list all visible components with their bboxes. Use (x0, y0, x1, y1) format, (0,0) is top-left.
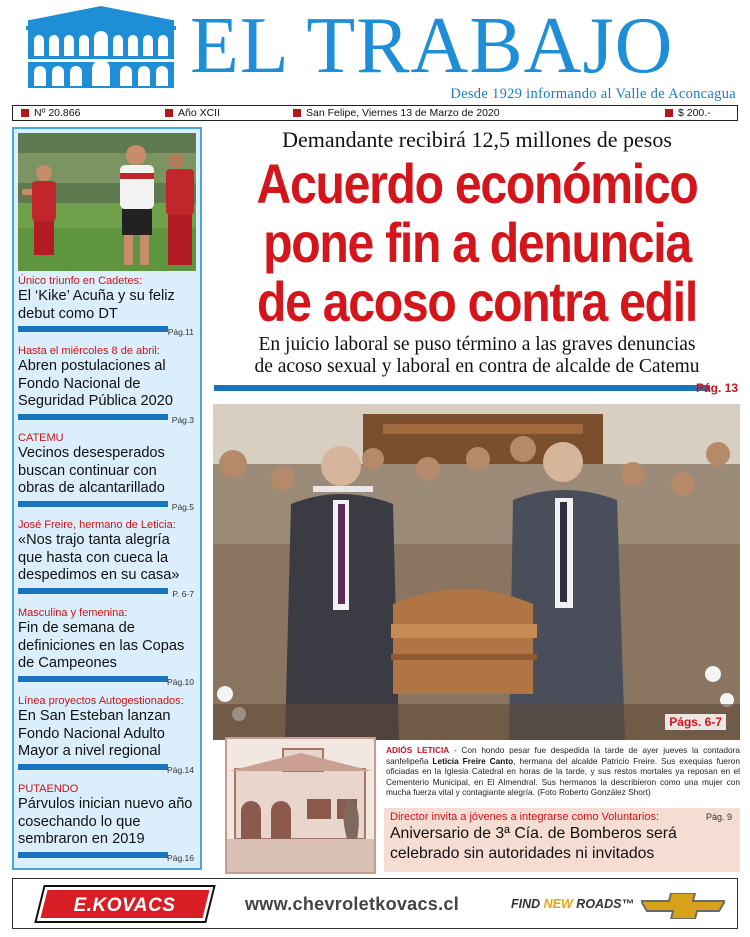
brief-title: Vecinos desesperados buscan continuar con obras de alcantarillado (18, 445, 165, 496)
issue-number (13, 107, 157, 119)
brief-page: Pág.3 (171, 415, 194, 425)
brief-title: En San Esteban lanzan Fondo Nacional Adulto Mayor a nivel regional (18, 708, 171, 759)
brief-kicker: Masculina y femenina: (18, 607, 128, 619)
year-text: Año XCII (178, 107, 221, 119)
dateline-text: San Felipe, Viernes 13 de Marzo de 2020 (306, 107, 500, 119)
brief-page: Pág.16 (167, 853, 194, 863)
chevrolet-bowtie-icon (641, 893, 725, 919)
brief-title: El ‘Kike’ Acuña y su feliz debut como DT (18, 288, 175, 322)
deck-line-2: de acoso sexual y laboral en contra de alcalde de Catemu (254, 356, 700, 377)
slogan-part-c: ROADS (572, 897, 622, 911)
headline-line-3: de acoso contra edil (257, 270, 697, 333)
kovacs-logo-text: E.KOVACS (73, 895, 176, 916)
page-rule (18, 326, 168, 332)
headline-line-1: Acuerdo económico (256, 152, 698, 215)
brief-title: «Nos trajo tanta alegría que hasta con cueca la despedimos en su casa» (18, 532, 180, 583)
story2-kicker: Director invita a jóvenes a integrarse como Voluntarios: (390, 811, 660, 823)
fire-station-image (227, 739, 374, 872)
brief-kicker: Único triunfo en Cadetes: (18, 275, 143, 287)
story2-title-line-1: Aniversario de 3ª Cía. de Bomberos será (390, 825, 677, 842)
page-rule (18, 852, 168, 858)
red-square-icon (165, 109, 173, 117)
brief-title: Abren postulaciones al Fondo Nacional de Seguridad Pública 2020 (18, 358, 173, 409)
funeral-scene-image (213, 404, 740, 740)
firefighters-story[interactable] (384, 808, 740, 872)
brief-page: P. 6-7 (172, 589, 194, 599)
page-rule (18, 764, 168, 770)
brief-page: Pág.10 (167, 677, 194, 687)
price (657, 107, 711, 119)
sidebar-briefs (12, 127, 202, 870)
photo-caption (386, 745, 740, 798)
page-rule (18, 414, 168, 420)
headline-line-2: pone fin a denuncia (263, 211, 691, 274)
brief-item-2[interactable] (18, 345, 196, 425)
photo-page: Págs. 6-7 (665, 714, 726, 730)
kovacs-logo (37, 887, 213, 921)
story2-title-line-2: celebrado sin autoridades ni invitados (390, 845, 655, 862)
page-rule (18, 501, 168, 507)
brief-item-5[interactable] (18, 607, 196, 687)
dateline (285, 107, 657, 119)
brief-page: Pág.14 (167, 765, 194, 775)
brief-page: Pág.11 (167, 327, 194, 337)
brief-title: Párvulos inician nuevo año cosechando lo que sembraron en 2019 (18, 796, 193, 847)
lead-kicker: Demandante recibirá 12,5 millones de pesos (282, 127, 672, 152)
brief-item-4[interactable] (18, 519, 196, 599)
page-rule (18, 676, 168, 682)
story2-page: Pág. 9 (705, 812, 732, 822)
lead-deck (214, 334, 740, 378)
brief-item-3[interactable] (18, 432, 196, 512)
deck-line-1: En juicio laboral se puso término a las graves denuncias (258, 334, 696, 355)
red-square-icon (21, 109, 29, 117)
building-logo-icon (22, 4, 180, 88)
brief-page: Pág.5 (171, 502, 194, 512)
slogan-trademark: ™ (621, 897, 634, 911)
soccer-players-photo (18, 133, 196, 271)
caption-kicker: ADIÓS LETICIA (386, 745, 450, 755)
edition-info-bar (12, 105, 738, 121)
fire-station-photo (225, 737, 376, 874)
page-rule (18, 588, 168, 594)
price-text: $ 200.- (678, 107, 711, 119)
lead-headline[interactable] (251, 154, 703, 331)
brief-kicker: Línea proyectos Autogestionados: (18, 695, 184, 707)
brief-kicker: Hasta el miércoles 8 de abril: (18, 345, 160, 357)
ad-slogan (511, 897, 634, 911)
brief-kicker: CATEMU (18, 432, 64, 444)
caption-text-1: - Con hondo pesar fue despedida la tarde de ayer jueves la contadora sanfelipeña (386, 745, 740, 766)
brief-kicker: PUTAENDO (18, 783, 79, 795)
red-square-icon (293, 109, 301, 117)
brief-item-6[interactable] (18, 695, 196, 775)
slogan-part-b: NEW (543, 897, 573, 911)
funeral-photo (213, 404, 740, 740)
year-info (157, 107, 285, 119)
tagline: Desde 1929 informando al Valle de Aconcagua (450, 86, 736, 102)
brief-item-1[interactable] (18, 275, 196, 337)
caption-bold-name: Leticia Freire Canto (432, 755, 514, 766)
caption-text-2: , hermana del alcalde Patricio Freire. Sus exequias fueron oficiadas en la Iglesia Catedral en horas de la tarde, y sus restos mortales ya reposan en el Cementerio Municipal, en El Almendral. Sus hermanos la describieron como una mujer con mucha fuerza vital y contagiante alegría. (Foto Roberto González Short) (386, 755, 740, 798)
brief-title: Fin de semana de definiciones en las Copas de Campeones (18, 620, 185, 671)
lead-page-rule (214, 385, 710, 391)
slogan-part-a: FIND (511, 897, 544, 911)
masthead (0, 0, 750, 106)
issue-text: Nº 20.866 (34, 107, 81, 119)
brief-item-7[interactable] (18, 783, 196, 863)
brief-kicker: José Freire, hermano de Leticia: (18, 519, 176, 531)
newspaper-title: EL TRABAJO (190, 2, 674, 90)
red-square-icon (665, 109, 673, 117)
lead-page: Pág. 13 (695, 381, 738, 395)
advertisement-banner[interactable] (12, 878, 738, 929)
ad-url[interactable]: www.chevroletkovacs.cl (245, 894, 460, 914)
